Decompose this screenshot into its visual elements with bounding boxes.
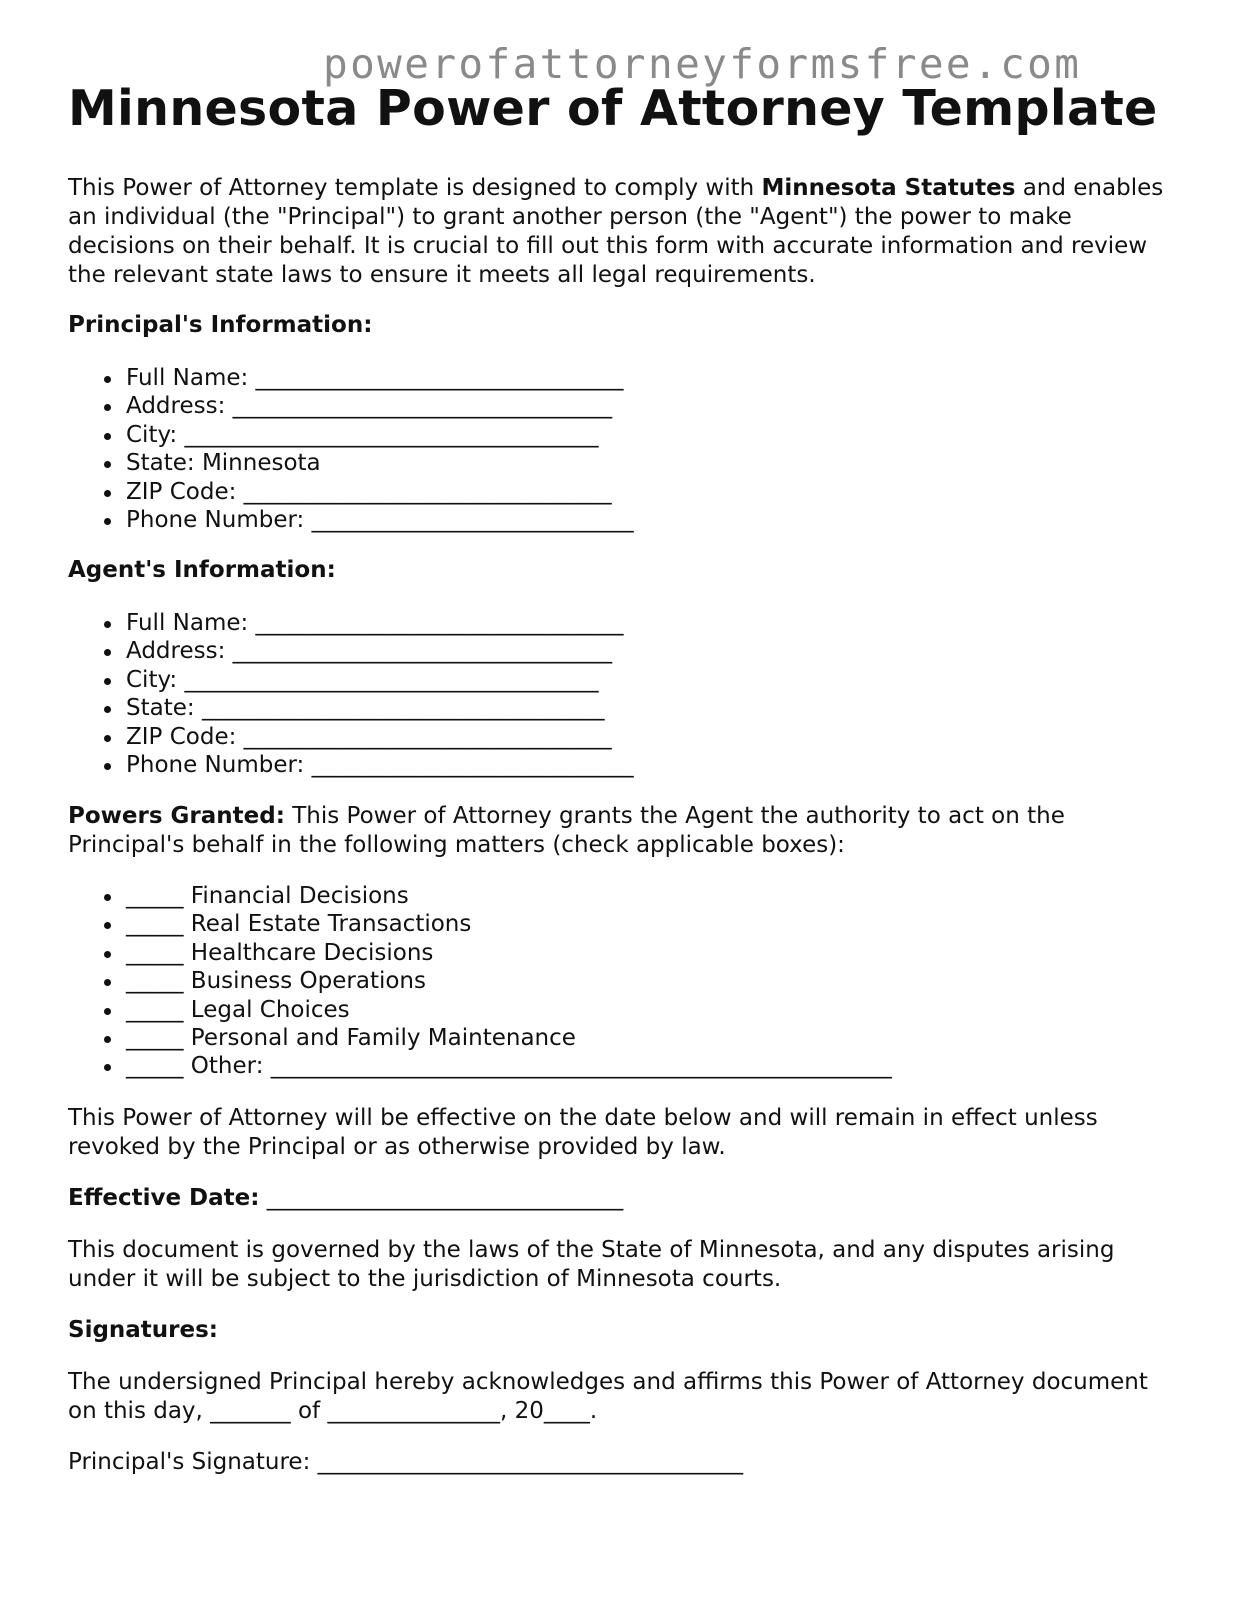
effective-date-label: Effective Date: <box>68 1185 260 1211</box>
principal-heading: Principal's Information: <box>68 312 373 338</box>
agent-zip-field: ZIP Code: ________________________________ <box>126 723 1236 751</box>
effective-date-line <box>68 1184 1178 1213</box>
agent-city-field: City: ____________________________________ <box>126 666 1236 694</box>
acknowledgement-paragraph: The undersigned Principal hereby acknowledges and affirms this Power of Attorney document on this day, _______ of _______________, 20____. <box>68 1369 1148 1424</box>
powers-text: This Power of Attorney grants the Agent the authority to act on the Principal's behalf in the following matters (check applicable boxes): <box>68 803 1065 858</box>
governing-law-paragraph: This document is governed by the laws of the State of Minnesota, and any disputes arising under it will be subject to the jurisdiction of Minnesota courts. <box>68 1237 1115 1292</box>
intro-text-end: and enables an individual (the "Principal") to grant another person (the "Agent") the power to make decisions on their behalf. It is crucial to fill out this form with accurate information and review the relevant state laws to ensure it meets all legal requirements. <box>68 175 1164 288</box>
agent-address-field: Address: _________________________________ <box>126 637 1236 665</box>
powers-paragraph <box>68 802 1178 860</box>
principal-full-name-field: Full Name: ________________________________ <box>126 364 1236 392</box>
signatures-heading: Signatures: <box>68 1317 219 1343</box>
principal-state-field: State: Minnesota <box>126 449 1236 477</box>
power-item-business: _____ Business Operations <box>126 967 1236 995</box>
power-item-personal-family: _____ Personal and Family Maintenance <box>126 1024 1236 1052</box>
principal-signature-line: Principal's Signature: _____________________________________ <box>68 1449 744 1475</box>
effective-note: This Power of Attorney will be effective on the date below and will remain in effect unless revoked by the Principal or as otherwise provided by law. <box>68 1105 1098 1160</box>
power-item-legal: _____ Legal Choices <box>126 996 1236 1024</box>
power-item-financial: _____ Financial Decisions <box>126 882 1236 910</box>
intro-statute-name: Minnesota Statutes <box>761 175 1016 201</box>
principal-zip-field: ZIP Code: ________________________________ <box>126 478 1236 506</box>
watermark: powerofattorneyformsfree.com <box>323 40 1082 88</box>
principal-phone-field: Phone Number: ____________________________ <box>126 506 1236 534</box>
agent-full-name-field: Full Name: ________________________________ <box>126 609 1236 637</box>
power-item-real-estate: _____ Real Estate Transactions <box>126 910 1236 938</box>
effective-date-blank: _______________________________ <box>259 1185 624 1211</box>
principal-city-field: City: ____________________________________ <box>126 421 1236 449</box>
document-title: Minnesota Power of Attorney Template <box>68 80 1158 137</box>
principal-fields <box>68 364 1236 534</box>
intro-text-start: This Power of Attorney template is designed to comply with <box>68 175 762 201</box>
powers-list <box>68 882 1236 1081</box>
agent-fields <box>68 609 1236 779</box>
agent-heading: Agent's Information: <box>68 557 336 583</box>
intro-paragraph <box>68 174 1178 290</box>
power-item-healthcare: _____ Healthcare Decisions <box>126 939 1236 967</box>
agent-state-field: State: ___________________________________ <box>126 694 1236 722</box>
principal-address-field: Address: _________________________________ <box>126 392 1236 420</box>
power-item-other: _____ Other: ______________________________________________________ <box>126 1052 1236 1080</box>
agent-phone-field: Phone Number: ____________________________ <box>126 751 1236 779</box>
powers-label: Powers Granted: <box>68 803 285 829</box>
